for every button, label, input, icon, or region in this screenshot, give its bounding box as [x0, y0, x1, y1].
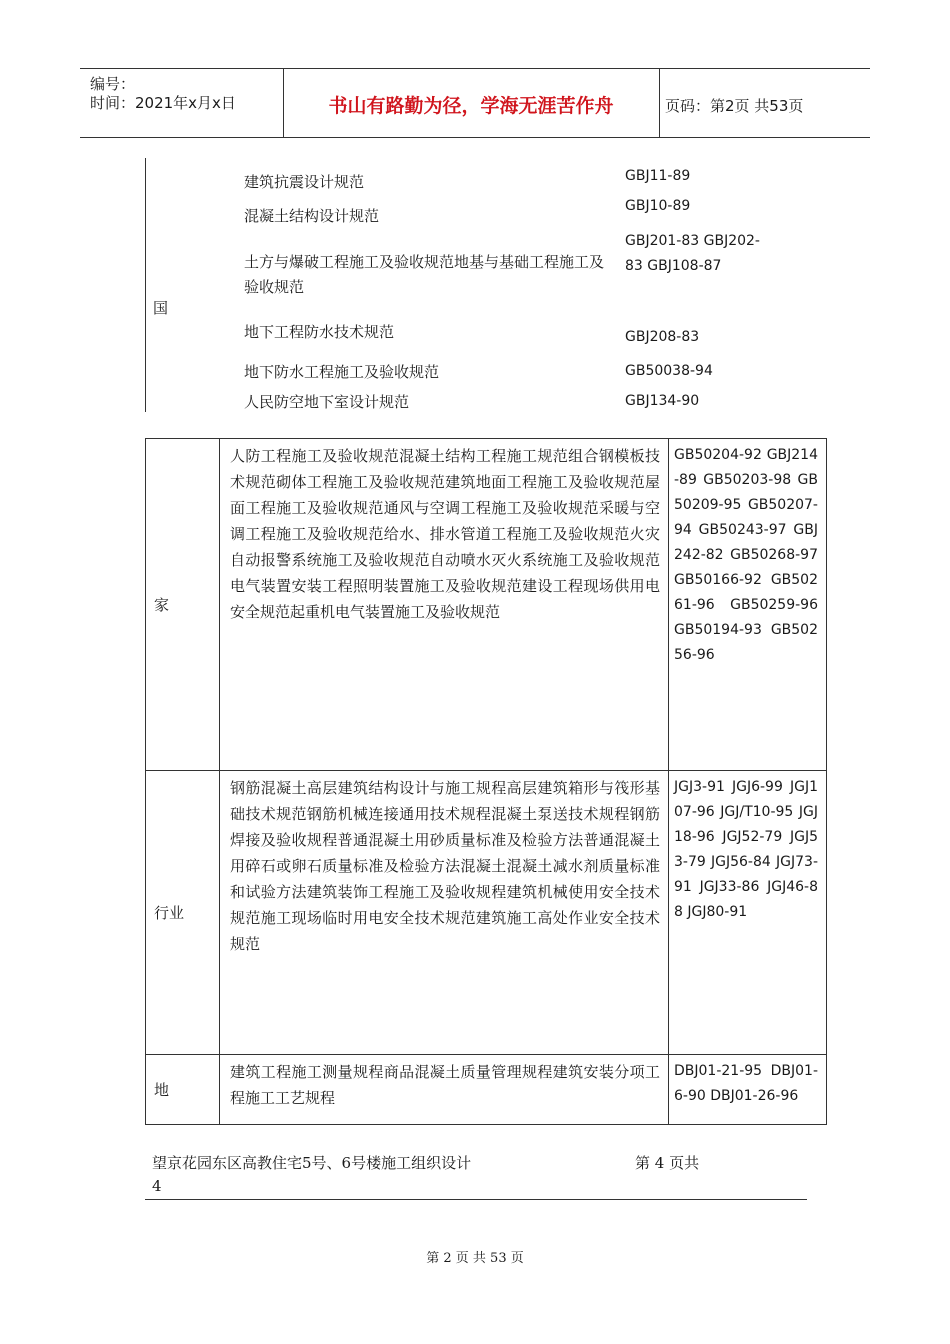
standard-code-3: GBJ201-83 GBJ202-83 GBJ108-87: [625, 233, 760, 274]
standard-code-6: GBJ134-90: [625, 393, 700, 409]
inner-footer-rule: [145, 1199, 807, 1200]
standard-name-5: 地下防水工程施工及验收规范: [244, 363, 440, 381]
document-number-label: 编号：: [90, 75, 136, 93]
category-national: 国: [153, 299, 169, 317]
table-row: [146, 771, 827, 1055]
row-category: 行业: [146, 771, 220, 1055]
standard-code-1: GBJ11-89: [625, 168, 691, 184]
standard-code-5: GB50038-94: [625, 363, 713, 379]
inner-footer-page: 第 4 页共: [635, 1154, 700, 1172]
header-page-info: 页码：第2页 共53页: [665, 97, 804, 115]
standard-name-1: 建筑抗震设计规范: [244, 173, 365, 191]
row-category: 地: [146, 1055, 220, 1125]
standard-name-6: 人民防空地下室设计规范: [244, 393, 410, 411]
row-standard-names: 建筑工程施工测量规程商品混凝土质量管理规程建筑安装分项工程施工工艺规程: [220, 1055, 669, 1125]
header-motto: 书山有路勤为径，学海无涯苦作舟: [328, 95, 614, 117]
header-divider-right: [659, 69, 660, 137]
row-standard-names: 人防工程施工及验收规范混凝土结构工程施工规范组合钢模板技术规范砌体工程施工及验收规范建筑地面工程施工及验收规范屋面工程施工及验收规范通风与空调工程施工及验收规范采暖与空调工程施工及验收规范给水、排水管道工程施工及验收规范火灾自动报警系统施工及验收规范自动喷水灭火系统施工及验收规范电气装置安装工程照明装置施工及验收规范建设工程现场供用电安全规范起重机电气装置施工及验收规范: [220, 439, 669, 771]
standard-code-2: GBJ10-89: [625, 198, 691, 214]
standard-name-4: 地下工程防水技术规范: [244, 323, 395, 341]
page-footer: 第 2 页 共 53 页: [426, 1251, 524, 1266]
list-left-border: [145, 158, 146, 412]
standards-table: [145, 438, 827, 1125]
standard-name-2: 混凝土结构设计规范: [244, 207, 380, 225]
table-row: [146, 1055, 827, 1125]
standard-code-4: GBJ208-83: [625, 329, 700, 345]
row-standard-names: 钢筋混凝土高层建筑结构设计与施工规程高层建筑箱形与筏形基础技术规范钢筋机械连接通用技术规程混凝土泵送技术规程钢筋焊接及验收规程普通混凝土用砂质量标准及检验方法普通混凝土用碎石或卵石质量标准及检验方法混凝土混凝土减水剂质量标准和试验方法建筑装饰工程施工及验收规程建筑机械使用安全技术规范施工现场临时用电安全技术规范建筑施工高处作业安全技术规范: [220, 771, 669, 1055]
row-category: 家: [146, 439, 220, 771]
table-row: [146, 439, 827, 771]
header-meta: [90, 75, 236, 113]
document-date: 时间：2021年x月x日: [90, 94, 236, 112]
row-standard-codes: GB50204-92 GBJ214-89 GB50203-98 GB50209-95 GB50207-94 GB50243-97 GBJ242-82 GB50268-97 GB50166-92 GB50261-96 GB50259-96 GB50194-93 GB50256-96: [669, 439, 827, 771]
standard-name-3: 土方与爆破工程施工及验收规范地基与基础工程施工及验收规范: [244, 253, 605, 296]
inner-footer-total: 4: [152, 1177, 162, 1195]
row-standard-codes: DBJ01-21-95 DBJ01-6-90 DBJ01-26-96: [669, 1055, 827, 1125]
row-standard-codes: JGJ3-91 JGJ6-99 JGJ107-96 JGJ/T10-95 JGJ18-96 JGJ52-79 JGJ53-79 JGJ56-84 JGJ73-91 JGJ33-86 JGJ46-88 JGJ80-91: [669, 771, 827, 1055]
page-header: [80, 68, 870, 138]
inner-footer-title: 望京花园东区高教住宅5号、6号楼施工组织设计: [152, 1154, 472, 1172]
